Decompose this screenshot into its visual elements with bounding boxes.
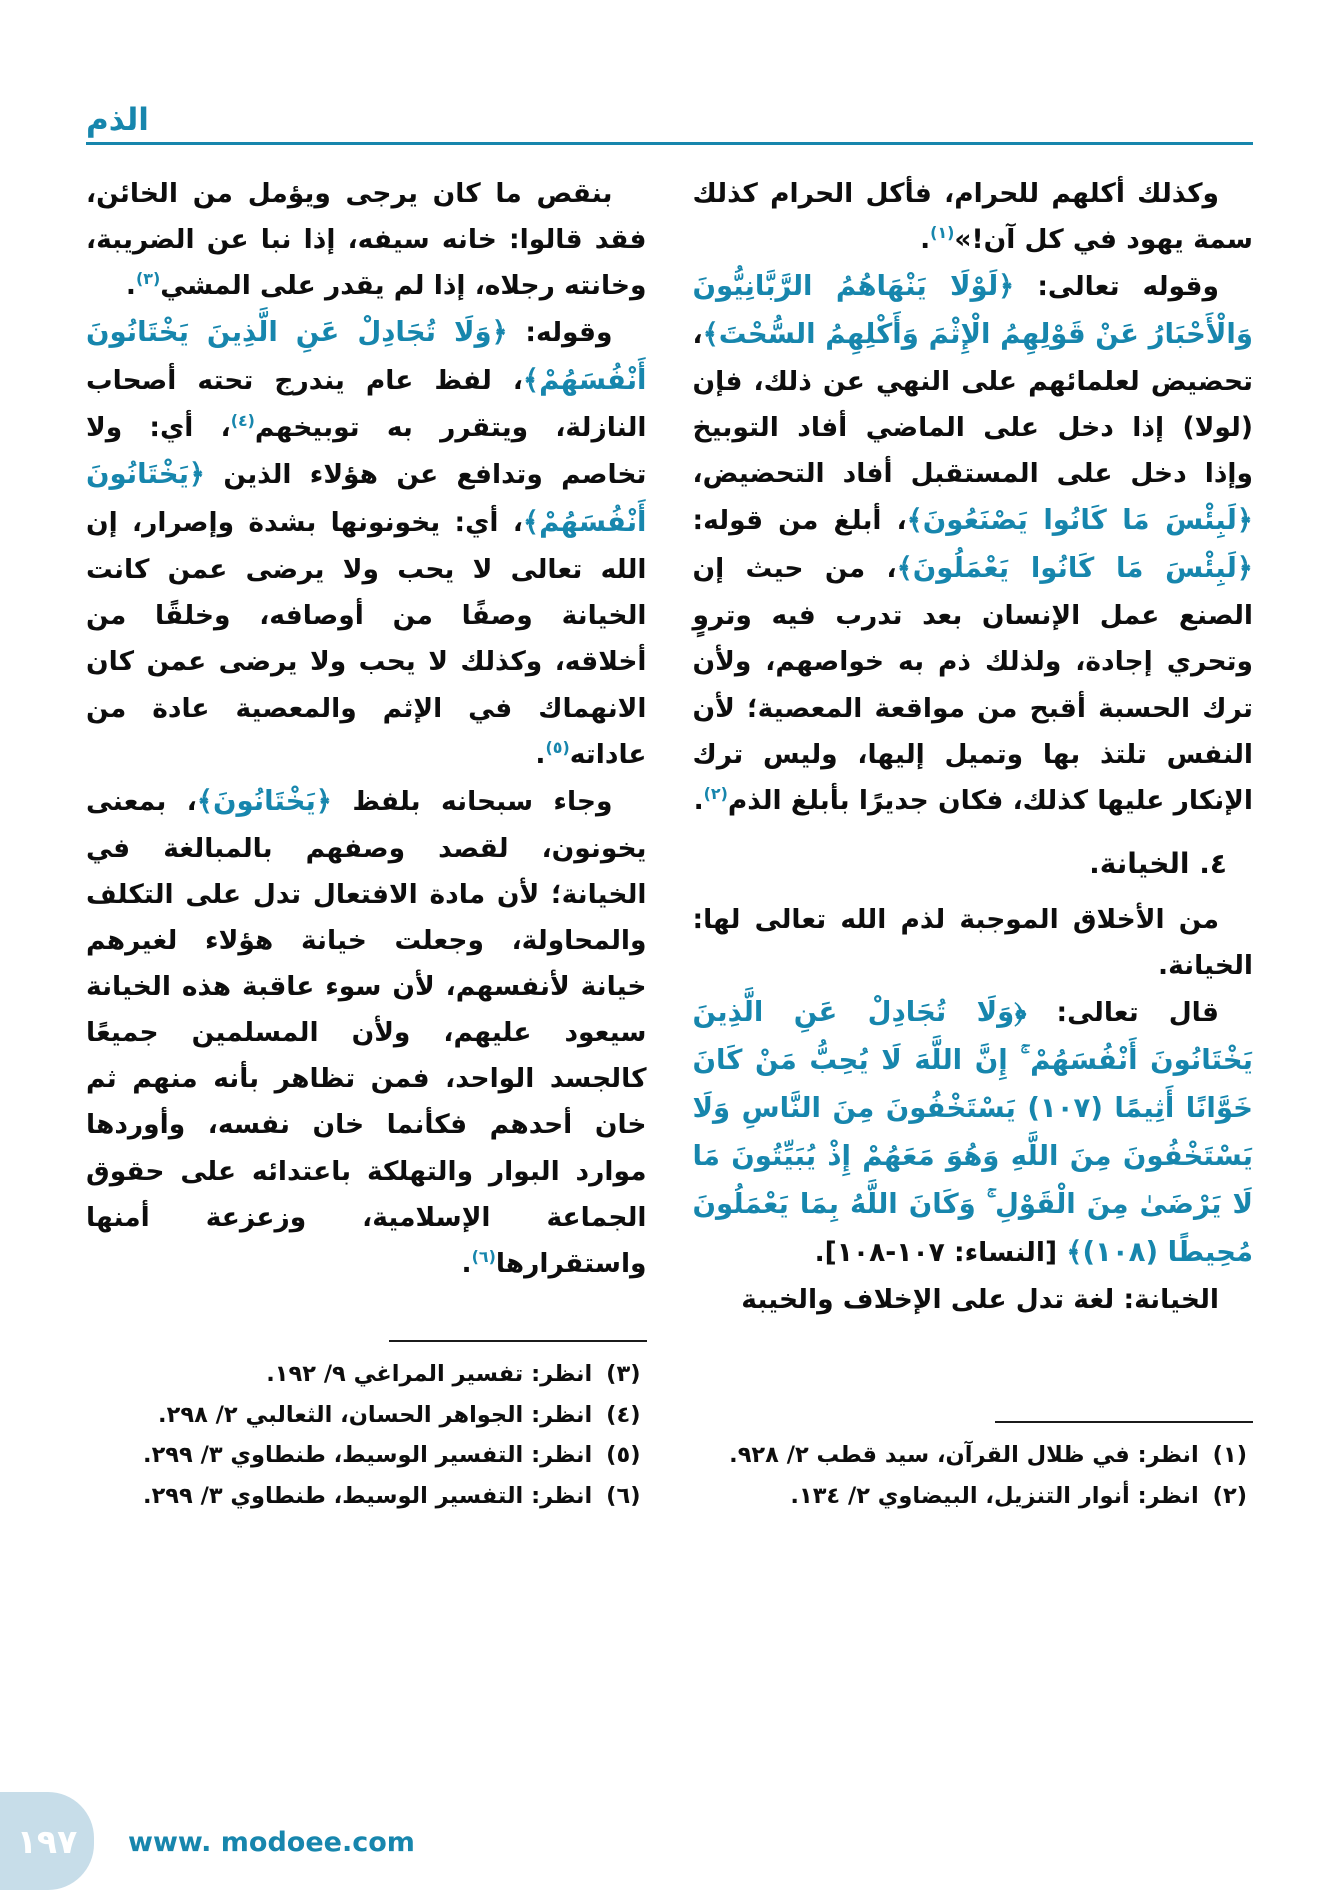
body-text: .	[535, 738, 546, 770]
body-text: ، أبلغ من قوله:	[692, 505, 907, 537]
page-number-tab	[0, 1792, 94, 1890]
paragraph	[693, 989, 1254, 1277]
website-url[interactable]: www. modoee.com	[128, 1827, 415, 1858]
footnote-number: (٤)	[606, 1401, 641, 1428]
footnote	[693, 1435, 1254, 1476]
body-text: .	[125, 270, 136, 302]
quran-verse: ﴿وَلَا تُجَادِلْ عَنِ الَّذِينَ يَخْتَانُونَ أَنْفُسَهُمْ ۚ إِنَّ اللَّهَ لَا يُحِبُّ مَنْ كَانَ خَوَّانًا أَثِيمًا (١٠٧) يَسْتَخْفُونَ مِنَ النَّاسِ وَلَا يَسْتَخْفُونَ مِنَ اللَّهِ وَهُوَ مَعَهُمْ إِذْ يُبَيِّتُونَ مَا لَا يَرْضَىٰ مِنَ الْقَوْلِ ۚ وَكَانَ اللَّهُ بِمَا يَعْمَلُونَ مُحِيطًا (١٠٨)﴾	[692, 995, 1253, 1268]
footnote-text: انظر: التفسير الوسيط، طنطاوي ٣/ ٢٩٩.	[143, 1442, 593, 1468]
footnote-marker: (٣)	[135, 269, 161, 289]
footnote-text: انظر: أنوار التنزيل، البيضاوي ٢/ ١٣٤.	[790, 1482, 1199, 1509]
footnote-text: انظر: التفسير الوسيط، طنطاوي ٣/ ٢٩٩.	[143, 1482, 593, 1509]
paragraph	[693, 171, 1254, 263]
paragraph	[86, 171, 647, 309]
body-text: .	[461, 1247, 472, 1279]
footnote-marker: (٦)	[471, 1246, 496, 1266]
body-text: وقوله تعالى:	[1014, 271, 1219, 303]
footnote	[86, 1435, 647, 1476]
paragraph	[693, 263, 1254, 824]
body-text: وجاء سبحانه بلفظ	[332, 785, 613, 817]
footnote-separator	[995, 1421, 1253, 1423]
page-header	[0, 0, 1339, 145]
footnote-number: (٥)	[606, 1442, 641, 1468]
footnote-number: (٦)	[606, 1482, 641, 1509]
footnote-number: (٢)	[1212, 1482, 1247, 1509]
body-text: وكذلك أكلهم للحرام، فأكل الحرام كذلك سمة يهود في كل آن!»	[692, 178, 1253, 256]
body-text: بنقص ما كان يرجى ويؤمل من الخائن، فقد قالوا: خانه سيفه، إذا نبا عن الضريبة، وخانته رجلاه، إذا لم يقدر على المشي	[86, 178, 647, 302]
column-right-text	[693, 171, 1254, 1323]
footnote-list-right	[693, 1435, 1254, 1516]
quran-verse: ﴿لَبِئْسَ مَا كَانُوا يَعْمَلُونَ﴾	[896, 552, 1254, 585]
body-text: من الأخلاق الموجبة لذم الله تعالى لها: الخيانة.	[692, 903, 1253, 981]
footnote-number: (٣)	[606, 1361, 641, 1387]
body-text: ، أي: ولا تخاصم وتدافع عن هؤلاء الذين	[86, 412, 647, 491]
body-text: .	[920, 224, 931, 256]
footnote-separator	[389, 1340, 647, 1342]
footnote-marker: (٥)	[545, 737, 570, 757]
body-text: ، بمعنى يخونون، لقصد وصفهم بالمبالغة في الخيانة؛ لأن مادة الافتعال تدل على التكلف والمحاولة، وجعلت خيانة هؤلاء لغيرهم خيانة لأنفسهم، لأن سوء عاقبة هذه الخيانة سيعود عليهم، ولأن المسلمين جميعًا كالجسد الواحد، فمن تظاهر بأنه منهم ثم خان أحدهم فكأنما خان نفسه، وأوردها موارد البوار والتهلكة باعتدائه على حقوق الجماعة الإسلامية، وزعزعة أمنها واستقرارها	[86, 785, 647, 1279]
footnote-marker: (١)	[930, 223, 955, 243]
body-text: ، لفظ عام يندرج تحته أصحاب النازلة، ويتقرر به توبيخهم	[86, 365, 647, 444]
page-header-title: الذم	[86, 102, 149, 138]
page-number: ١٩٧	[16, 1821, 78, 1861]
quran-verse: ﴿يَخْتَانُونَ﴾	[196, 784, 332, 817]
quran-verse: ﴿يَخْتَانُونَ أَنْفُسَهُمْ﴾	[86, 458, 647, 539]
footnote-text: انظر: تفسير المراغي ٩/ ١٩٢.	[266, 1361, 593, 1387]
paragraph	[86, 309, 647, 777]
quran-verse: ﴿لَبِئْسَ مَا كَانُوا يَصْنَعُونَ﴾	[906, 504, 1253, 537]
footnote	[693, 1476, 1254, 1517]
paragraph	[693, 1277, 1254, 1323]
column-left-footnotes	[86, 1330, 647, 1516]
column-left	[86, 171, 647, 1516]
quran-verse: ﴿لَوْلَا يَنْهَاهُمُ الرَّبَّانِيُّونَ وَالْأَحْبَارُ عَنْ قَوْلِهِمُ الْإِثْمَ وَأَكْلِهِمُ السُّحْتَ﴾	[692, 270, 1253, 351]
footnote-marker: (٤)	[230, 411, 255, 431]
footnote-text: انظر: الجواهر الحسان، الثعالبي ٢/ ٢٩٨.	[158, 1401, 593, 1428]
column-right-footnotes	[693, 1411, 1254, 1516]
body-text: قال تعالى:	[1026, 996, 1219, 1028]
footnote	[86, 1395, 647, 1436]
footnote	[86, 1354, 647, 1395]
body-text: الخيانة: لغة تدل على الإخلاف والخيبة	[741, 1283, 1219, 1315]
column-right	[693, 171, 1254, 1516]
column-left-text	[86, 171, 647, 1287]
footnote	[86, 1476, 647, 1517]
body-text: ٤. الخيانة.	[1089, 846, 1227, 880]
footnote-marker: (٢)	[703, 783, 728, 803]
body-text: [النساء: ١٠٧-١٠٨].	[814, 1236, 1067, 1268]
body-text: ، أي: يخونونها بشدة وإصرار، إن الله تعالى لا يحب ولا يرضى عمن كانت الخيانة وصفًا من أوصافه، وخلقًا من أخلاقه، وكذلك لا يحب ولا يرضى عمن كان الانهماك في الإثم والمعصية عادة من عاداته	[86, 507, 647, 770]
text-columns	[0, 145, 1339, 1516]
footnote-number: (١)	[1212, 1442, 1247, 1468]
body-text: .	[693, 784, 704, 816]
footnote-text: انظر: في ظلال القرآن، سيد قطب ٢/ ٩٢٨.	[729, 1442, 1199, 1468]
paragraph	[86, 778, 647, 1287]
footnote-list-left	[86, 1354, 647, 1516]
paragraph	[693, 897, 1254, 989]
body-text: ، من حيث إن الصنع عمل الإنسان بعد تدرب فيه وتروٍ وتحري إجادة، ولذلك ذم به خواصهم، ولأن ترك الحسبة أقبح من مواقعة المعصية؛ لأن النفس تلتذ بها وتميل إليها، وليس ترك الإنكار عليها كذلك، فكان جديرًا بأبلغ الذم	[692, 553, 1253, 816]
body-text: ، تحضيض لعلمائهم على النهي عن ذلك، فإن (لولا) إذا دخل على الماضي أفاد التوبيخ وإذا دخل على المستقبل أفاد التحضيض،	[692, 319, 1253, 490]
quran-verse: ﴿وَلَا تُجَادِلْ عَنِ الَّذِينَ يَخْتَانُونَ أَنْفُسَهُمْ﴾	[86, 316, 647, 397]
body-text: وقوله:	[507, 317, 613, 349]
section-heading	[693, 840, 1254, 889]
